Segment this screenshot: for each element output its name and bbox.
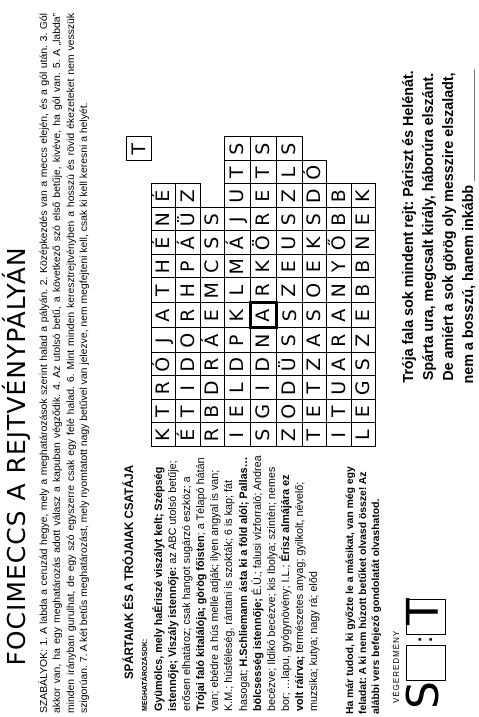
grid-cell[interactable]: Á <box>176 231 201 255</box>
grid-row <box>327 137 352 447</box>
grid-cell[interactable]: D <box>176 353 201 377</box>
grid-cell[interactable]: J <box>225 208 251 232</box>
grid-cell[interactable]: K <box>250 255 277 279</box>
grid-cell <box>200 137 225 161</box>
grid-cell[interactable]: S <box>302 303 327 329</box>
score-box-left[interactable] <box>406 645 446 681</box>
grid-cell[interactable]: T <box>302 376 327 400</box>
word-grid <box>126 137 376 448</box>
grid-cell[interactable]: E <box>302 255 327 279</box>
grid-cell[interactable]: D <box>277 376 303 400</box>
grid-cell[interactable]: U <box>277 231 303 255</box>
grid-cell <box>200 184 225 208</box>
grid-cell[interactable]: T <box>176 400 201 424</box>
grid-cell[interactable]: R <box>151 376 176 400</box>
clue-text: az ABC utolsó betűje; erősen elhatároz; csak hangot sugárzó eszköz; a <box>167 460 194 711</box>
grid-cell[interactable]: T <box>250 161 277 185</box>
grid-cell[interactable]: Z <box>176 184 201 208</box>
grid-cell[interactable]: N <box>250 328 277 353</box>
grid-cell[interactable]: Z <box>277 184 303 208</box>
grid-cell[interactable]: L <box>277 161 303 185</box>
grid-cell <box>127 184 152 208</box>
result-label: VÉGEREDMÉNY <box>392 629 401 703</box>
grid-cell[interactable]: J <box>151 328 176 353</box>
grid-cell <box>302 137 327 161</box>
grid-cell[interactable]: O <box>176 328 201 353</box>
grid-cell <box>151 161 176 185</box>
grid-cell[interactable]: T <box>127 137 152 161</box>
clues-subtitle: MEGHATÁROZÁSOK: <box>142 638 149 711</box>
grid-cell[interactable]: L <box>225 278 251 303</box>
poem-line: De amiért a sok görög oly messzire elszaladt, <box>441 72 457 381</box>
grid-cell[interactable]: Z <box>351 328 376 353</box>
grid-cell <box>151 137 176 161</box>
grid-cell[interactable]: N <box>151 208 176 232</box>
grid-cell[interactable]: E <box>351 303 376 329</box>
grid-cell <box>127 255 152 279</box>
instruction-text: Ha már tudod, ki győzte le a másikat, van még egy feladat: A ki nem húzott betűket olvasd össze! Az alábbi vers befejező gondolatát olvashatod. <box>345 466 382 714</box>
answer-poem <box>399 14 479 439</box>
grid-cell[interactable]: Ó <box>302 161 327 185</box>
grid-cell[interactable]: L <box>225 376 251 400</box>
grid-cell[interactable]: A <box>302 328 327 353</box>
score-team-right: T <box>398 598 449 625</box>
grid-cell[interactable]: S <box>277 137 303 161</box>
grid-cell[interactable]: S <box>351 353 376 377</box>
grid-cell <box>127 400 152 424</box>
clue-bold: Trójai faló kitalálója; görög főisten <box>195 535 208 711</box>
grid-cell <box>200 161 225 185</box>
grid-cell[interactable]: B <box>327 208 352 232</box>
grid-cell[interactable]: S <box>225 137 251 161</box>
grid-cell[interactable]: I <box>176 376 201 400</box>
grid-cell[interactable]: M <box>200 278 225 303</box>
grid-cell[interactable]: P <box>176 255 201 279</box>
grid-cell <box>351 161 376 185</box>
grid-cell[interactable]: E <box>277 255 303 279</box>
grid-cell[interactable]: N <box>327 278 352 303</box>
grid-cell[interactable]: H <box>176 278 201 303</box>
score-colon: : <box>408 635 438 643</box>
grid-cell[interactable]: T <box>327 400 352 424</box>
scoreboard <box>398 598 450 709</box>
grid-cell[interactable]: Ü <box>277 353 303 377</box>
grid-cell[interactable]: D <box>302 184 327 208</box>
grid-cell[interactable]: O <box>302 278 327 303</box>
grid-cell[interactable]: Ő <box>327 231 352 255</box>
grid-cell <box>176 137 201 161</box>
grid-cell[interactable]: S <box>200 231 225 255</box>
grid-cell <box>127 353 152 377</box>
grid-cell[interactable]: E <box>250 184 277 208</box>
grid-row <box>351 137 376 447</box>
grid-cell[interactable]: Z <box>277 278 303 303</box>
grid-cell <box>127 423 152 447</box>
grid-cell[interactable]: T <box>225 161 251 185</box>
grid-cell[interactable]: Ü <box>176 208 201 232</box>
grid-row <box>151 137 176 447</box>
grid-cell[interactable]: R <box>176 303 201 329</box>
grid-cell[interactable]: T <box>151 278 176 303</box>
grid-cell <box>127 161 152 185</box>
grid-cell[interactable]: R <box>200 423 225 447</box>
grid-row <box>302 137 327 447</box>
grid-cell[interactable]: E <box>302 400 327 424</box>
grid-cell[interactable]: B <box>327 184 352 208</box>
grid-cell[interactable]: B <box>351 255 376 279</box>
grid-cell[interactable]: D <box>225 353 251 377</box>
grid-row <box>250 137 277 447</box>
grid-cell[interactable]: Á <box>225 231 251 255</box>
grid-row <box>200 137 225 447</box>
grid-cell[interactable]: R <box>250 208 277 232</box>
grid-cell[interactable]: B <box>351 278 376 303</box>
grid-cell <box>127 231 152 255</box>
grid-cell[interactable]: S <box>277 303 303 329</box>
grid-cell[interactable]: R <box>200 353 225 377</box>
grid-cell[interactable]: I <box>250 376 277 400</box>
clue-bold: Érisz almájára ez volt ráírva; <box>279 474 306 711</box>
grid-cell <box>127 208 152 232</box>
grid-cell[interactable]: S <box>200 208 225 232</box>
grid-cell[interactable]: E <box>225 400 251 424</box>
clue-bold: Gyümölcs, mely haÉriszé viszályt kelt; Szépség istennője; Viszály istennője: <box>153 466 180 711</box>
grid-cell <box>127 303 152 329</box>
grid-cell[interactable]: B <box>200 400 225 424</box>
grid-cell[interactable]: U <box>225 184 251 208</box>
grid-cell[interactable]: H <box>151 255 176 279</box>
grid-cell[interactable]: D <box>200 376 225 400</box>
grid-cell[interactable]: Z <box>277 423 303 447</box>
grid-cell[interactable]: T <box>302 423 327 447</box>
grid-cell[interactable]: R <box>250 278 277 303</box>
grid-cell[interactable]: K <box>151 423 176 447</box>
grid-cell[interactable]: P <box>225 328 251 353</box>
grid-cell[interactable]: O <box>277 400 303 424</box>
grid-cell[interactable]: E <box>351 208 376 232</box>
grid-cell[interactable]: T <box>151 400 176 424</box>
poem-line: nem a bosszú, hanem inkább ______________ <box>461 69 477 384</box>
grid-cell[interactable]: K <box>225 303 251 329</box>
grid-cell[interactable]: Ó <box>151 353 176 377</box>
grid-cell[interactable]: L <box>351 423 376 447</box>
grid-cell[interactable]: Ö <box>250 231 277 255</box>
grid-cell[interactable]: A <box>327 353 352 377</box>
grid-cell[interactable]: A <box>250 303 277 329</box>
grid-cell[interactable]: A <box>327 303 352 329</box>
grid-cell[interactable]: U <box>327 376 352 400</box>
grid-cell[interactable]: S <box>302 208 327 232</box>
grid-row <box>277 137 303 447</box>
score-team-left: S <box>398 681 449 709</box>
grid-cell[interactable]: S <box>277 328 303 353</box>
grid-row <box>127 137 152 447</box>
clues-title: SPÁRTAIAK ÉS A TRÓJAIAK CSATÁJA <box>124 464 136 680</box>
grid-cell[interactable]: Y <box>327 255 352 279</box>
grid-cell <box>127 278 152 303</box>
grid-cell[interactable]: K <box>351 184 376 208</box>
grid-cell[interactable]: I <box>225 423 251 447</box>
grid-cell <box>327 137 352 161</box>
grid-cell[interactable]: S <box>250 137 277 161</box>
grid-cell[interactable]: Z <box>302 353 327 377</box>
grid-cell <box>127 328 152 353</box>
grid-cell[interactable]: D <box>250 353 277 377</box>
clues-list <box>152 453 321 711</box>
grid-row <box>176 137 201 447</box>
grid-cell[interactable]: É <box>151 231 176 255</box>
grid-cell[interactable]: É <box>151 184 176 208</box>
grid-cell[interactable]: R <box>327 328 352 353</box>
poem-line: Trója fala sok mindent rejt: Páriszt és Helénát. <box>401 70 417 383</box>
grid-row <box>225 137 251 447</box>
clue-text: ; a Télapó hátán van; ebédre a hús mellé adják; ilyen angyal is van; K.M.; húsféleség, rántani is szokták; 6 is kap; fát hasogat; <box>195 457 250 711</box>
grid-cell[interactable]: C <box>200 255 225 279</box>
grid-cell[interactable]: K <box>302 231 327 255</box>
grid-cell <box>127 376 152 400</box>
grid-cell[interactable]: Á <box>200 328 225 353</box>
grid-cell[interactable]: N <box>351 231 376 255</box>
rules-text: SZABÁLYOK: 1. A labda a ceruzád hegye, mely a meghatározások szerint halad a pályán. 2. Középkezdés van a meccs elején, és a gól után. 3. Gól akkor van, ha egy meghatározás adott válasz a kapuban végződik. 4. Az utolsó betű, a következő szó első betűje, kivéve, ha gól van. 5. A „labda” minden irányban gurulhat, de egy szó egyszerre csak egy felé halad. 6. Mint minden keresztrejtvényben a hosszú és rövid ékezeteket nem vesszük szigorúan. 7. A két betűs meghatározást, mely nyomtatott nagy betűvel van jelezve, nem megfejteni kell, csak ki kell keresni a helyét. <box>39 13 90 713</box>
clue-bold: H.Schliemann ásta ki a föld alól; Pallas… bölcsesség istennője; <box>237 456 264 711</box>
grid-cell[interactable]: M <box>225 255 251 279</box>
grid-cell[interactable]: E <box>200 303 225 329</box>
poem-line: Spárta ura, megcsalt király, háborúra elszánt. <box>421 72 437 381</box>
grid-cell[interactable]: S <box>277 208 303 232</box>
clue-text: természetes anyag; gyilkolt, névelő; muzsika; kutya; nagy rá; előd <box>293 481 321 711</box>
clue-text: É.Ú.; falusi vízforraló; Andrea becézve; Ildikó becézve; kis Ibolya; szintén; nemes bor; …lapu, gyógynövény; I.L.; <box>251 455 292 711</box>
grid-cell[interactable]: A <box>151 303 176 329</box>
grid-cell[interactable]: I <box>327 423 352 447</box>
grid-cell <box>327 161 352 185</box>
grid-cell[interactable]: G <box>351 376 376 400</box>
grid-cell <box>176 161 201 185</box>
page-title: FOCIMECCS A REJTVÉNYPÁLYÁN <box>2 246 31 666</box>
grid-cell[interactable]: E <box>351 400 376 424</box>
grid-cell[interactable]: É <box>176 423 201 447</box>
grid-cell[interactable]: S <box>250 423 277 447</box>
grid-cell[interactable]: G <box>250 400 277 424</box>
grid-cell <box>351 137 376 161</box>
